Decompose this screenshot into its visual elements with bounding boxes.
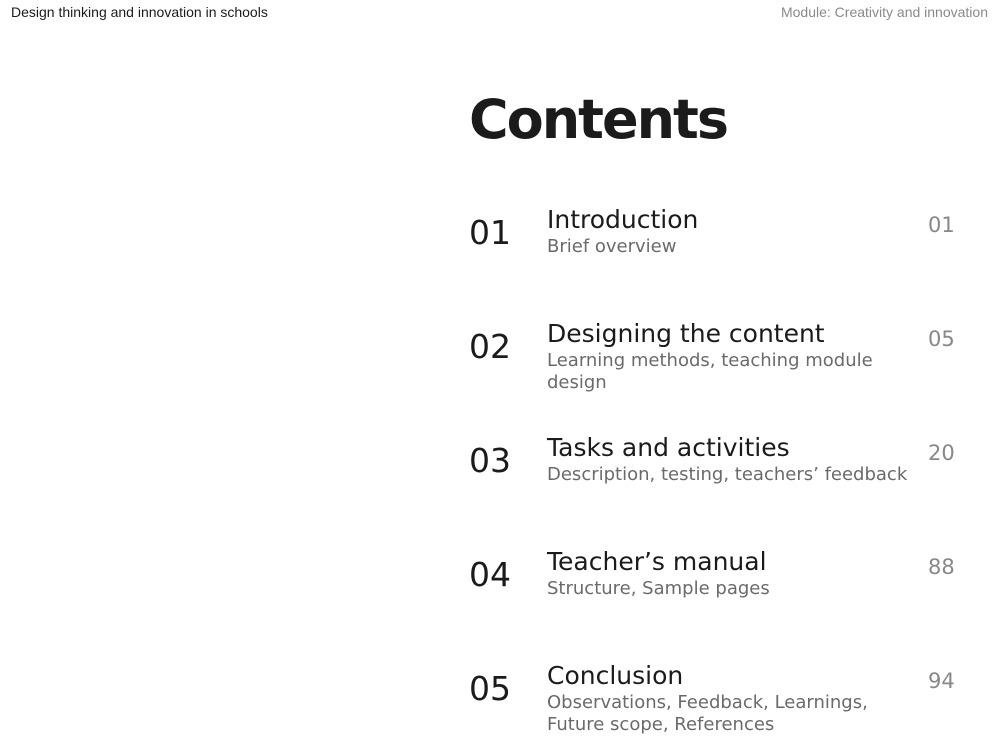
toc-page-number: 94 bbox=[928, 669, 955, 693]
toc-heading: Introduction bbox=[547, 205, 699, 234]
contents-heading: Contents bbox=[469, 88, 728, 151]
toc-page-number: 05 bbox=[928, 327, 955, 351]
toc-subtitle: Structure, Sample pages bbox=[547, 578, 770, 599]
toc-text bbox=[547, 547, 912, 600]
toc-heading: Conclusion bbox=[547, 661, 684, 690]
toc-subtitle: Brief overview bbox=[547, 236, 677, 257]
toc-text bbox=[547, 661, 912, 735]
document-title: Design thinking and innovation in schools bbox=[11, 4, 268, 20]
toc-number: 04 bbox=[469, 555, 511, 594]
toc-item-teachers-manual[interactable] bbox=[469, 547, 969, 637]
toc-page-number: 20 bbox=[928, 441, 955, 465]
toc-subtitle: Learning methods, teaching module design bbox=[547, 350, 873, 393]
toc-subtitle: Description, testing, teachers’ feedback bbox=[547, 464, 908, 485]
toc-number: 01 bbox=[469, 213, 511, 252]
toc-subtitle: Observations, Feedback, Learnings, Future scope, References bbox=[547, 692, 868, 735]
toc-text bbox=[547, 319, 912, 393]
toc-item-conclusion[interactable] bbox=[469, 661, 969, 751]
toc-text bbox=[547, 205, 912, 258]
toc-item-designing-the-content[interactable] bbox=[469, 319, 969, 409]
module-label: Module: Creativity and innovation bbox=[780, 4, 988, 20]
toc-heading: Teacher’s manual bbox=[547, 547, 767, 576]
toc-number: 05 bbox=[469, 669, 511, 708]
toc-page-number: 88 bbox=[928, 555, 955, 579]
toc-number: 02 bbox=[469, 327, 511, 366]
toc-page-number: 01 bbox=[928, 213, 955, 237]
toc-item-tasks-and-activities[interactable] bbox=[469, 433, 969, 523]
toc-heading: Tasks and activities bbox=[547, 433, 790, 462]
toc-heading: Designing the content bbox=[547, 319, 825, 348]
toc-number: 03 bbox=[469, 441, 511, 480]
toc-item-introduction[interactable] bbox=[469, 205, 969, 295]
toc-text bbox=[547, 433, 912, 486]
